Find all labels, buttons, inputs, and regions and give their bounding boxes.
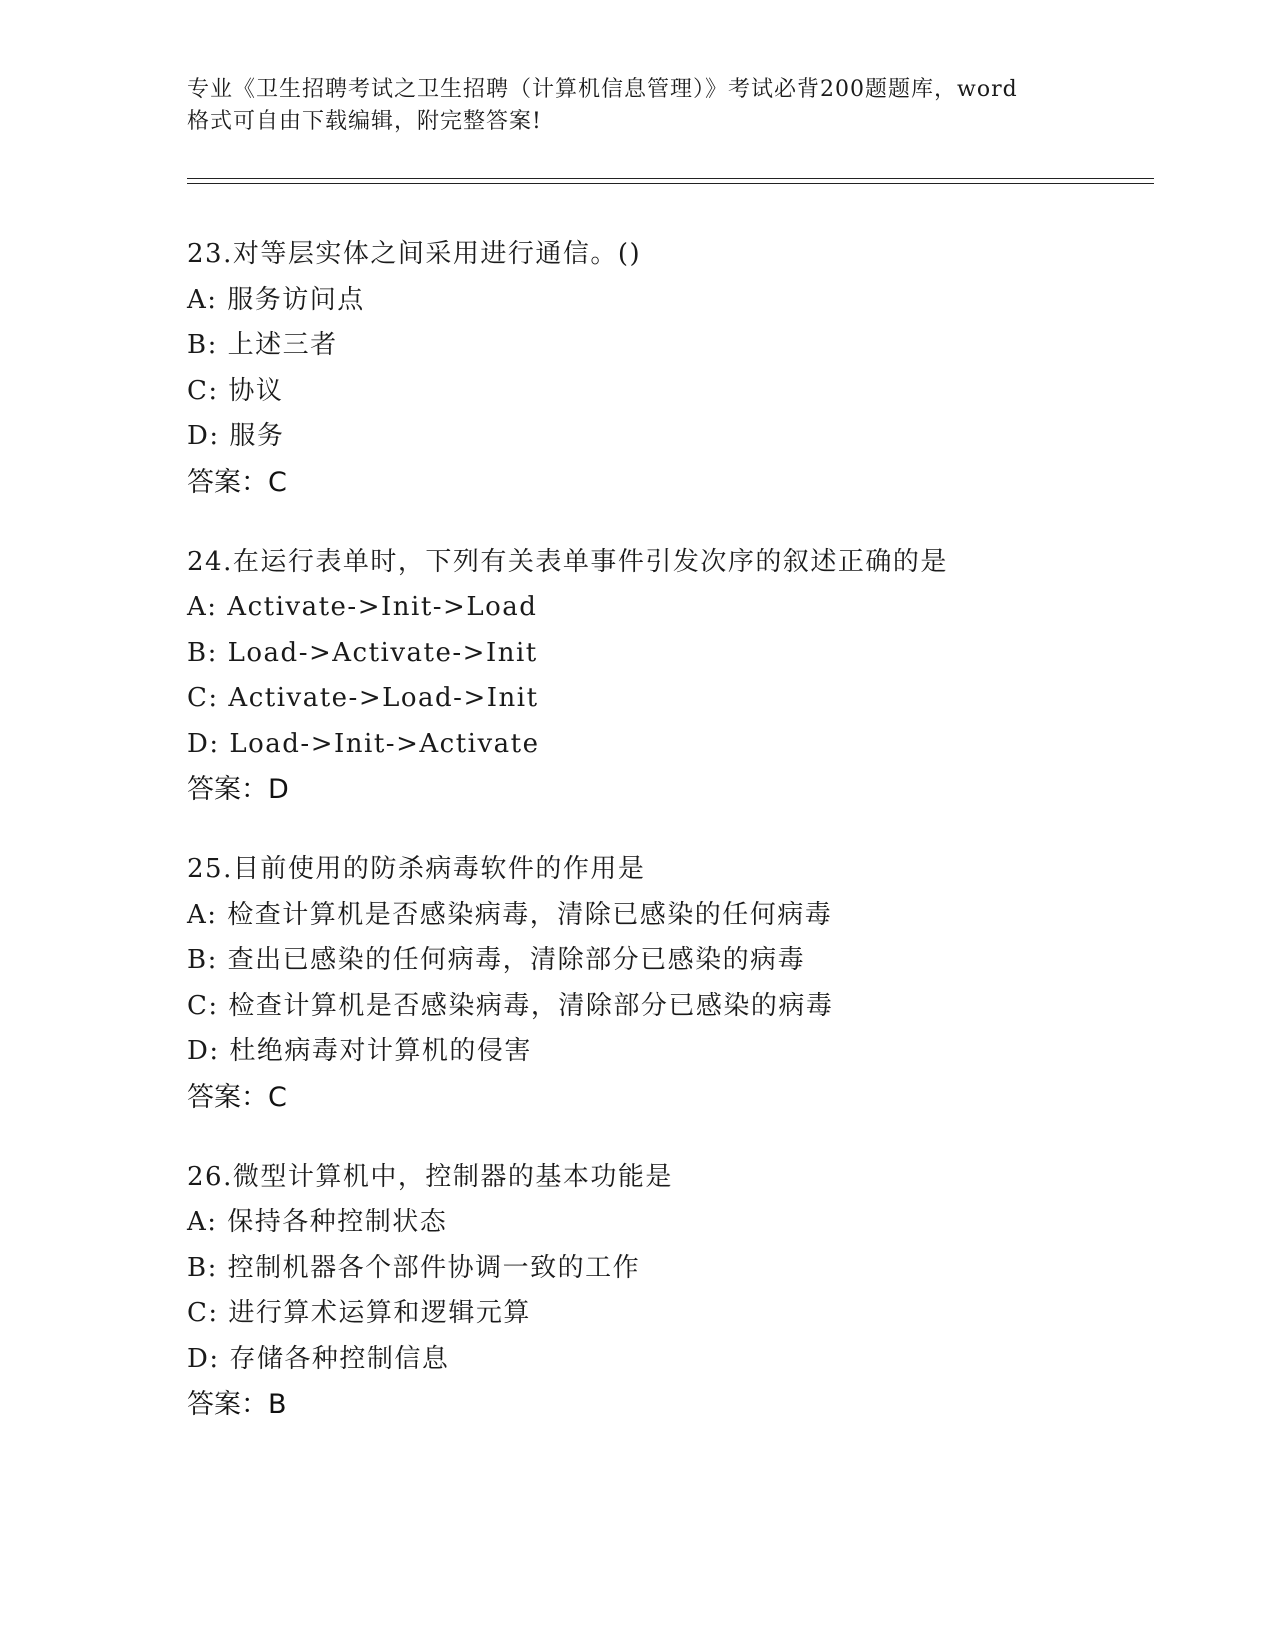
question-list — [187, 232, 1187, 1462]
header-line-1: 专业《卫生招聘考试之卫生招聘（计算机信息管理）》考试必背200题题库，word — [187, 77, 1018, 102]
question-stem: 26.微型计算机中，控制器的基本功能是 — [187, 1161, 673, 1192]
answer-line: 答案：D — [187, 774, 289, 805]
question-stem: 24.在运行表单时，下列有关表单事件引发次序的叙述正确的是 — [187, 546, 948, 577]
option-d: D: 存储各种控制信息 — [187, 1343, 450, 1374]
header-divider-bottom — [187, 183, 1154, 184]
question-block — [187, 847, 1187, 1120]
answer-line: 答案：C — [187, 1081, 287, 1113]
option-a: A: Activate->Init->Load — [187, 592, 538, 622]
question-block — [187, 1155, 1187, 1428]
option-d: D: 杜绝病毒对计算机的侵害 — [187, 1036, 532, 1066]
question-block — [187, 232, 1187, 505]
option-b: B: Load->Activate->Init — [187, 637, 538, 668]
option-c: C: Activate->Load->Init — [187, 683, 539, 713]
option-b: B: 上述三者 — [187, 330, 338, 360]
option-a: A: 保持各种控制状态 — [187, 1207, 448, 1237]
question-stem: 23.对等层实体之间采用进行通信。() — [187, 239, 642, 269]
document-header — [187, 74, 1087, 138]
option-b: B: 查出已感染的任何病毒，清除部分已感染的病毒 — [187, 945, 806, 975]
answer-line: 答案：B — [187, 1389, 287, 1420]
question-block — [187, 540, 1187, 813]
answer-line: 答案：C — [187, 466, 287, 498]
option-c: C: 协议 — [187, 375, 284, 406]
option-d: D: Load->Init->Activate — [187, 728, 540, 759]
option-c: C: 检查计算机是否感染病毒，清除部分已感染的病毒 — [187, 990, 834, 1021]
option-a: A: 检查计算机是否感染病毒，清除已感染的任何病毒 — [187, 899, 833, 930]
header-line-2: 格式可自由下载编辑，附完整答案! — [187, 109, 542, 134]
header-divider-top — [187, 178, 1154, 179]
option-a: A: 服务访问点 — [187, 284, 365, 315]
question-stem: 25.目前使用的防杀病毒软件的作用是 — [187, 854, 646, 884]
option-c: C: 进行算术运算和逻辑元算 — [187, 1298, 531, 1328]
option-b: B: 控制机器各个部件协调一致的工作 — [187, 1252, 641, 1283]
option-d: D: 服务 — [187, 421, 285, 451]
